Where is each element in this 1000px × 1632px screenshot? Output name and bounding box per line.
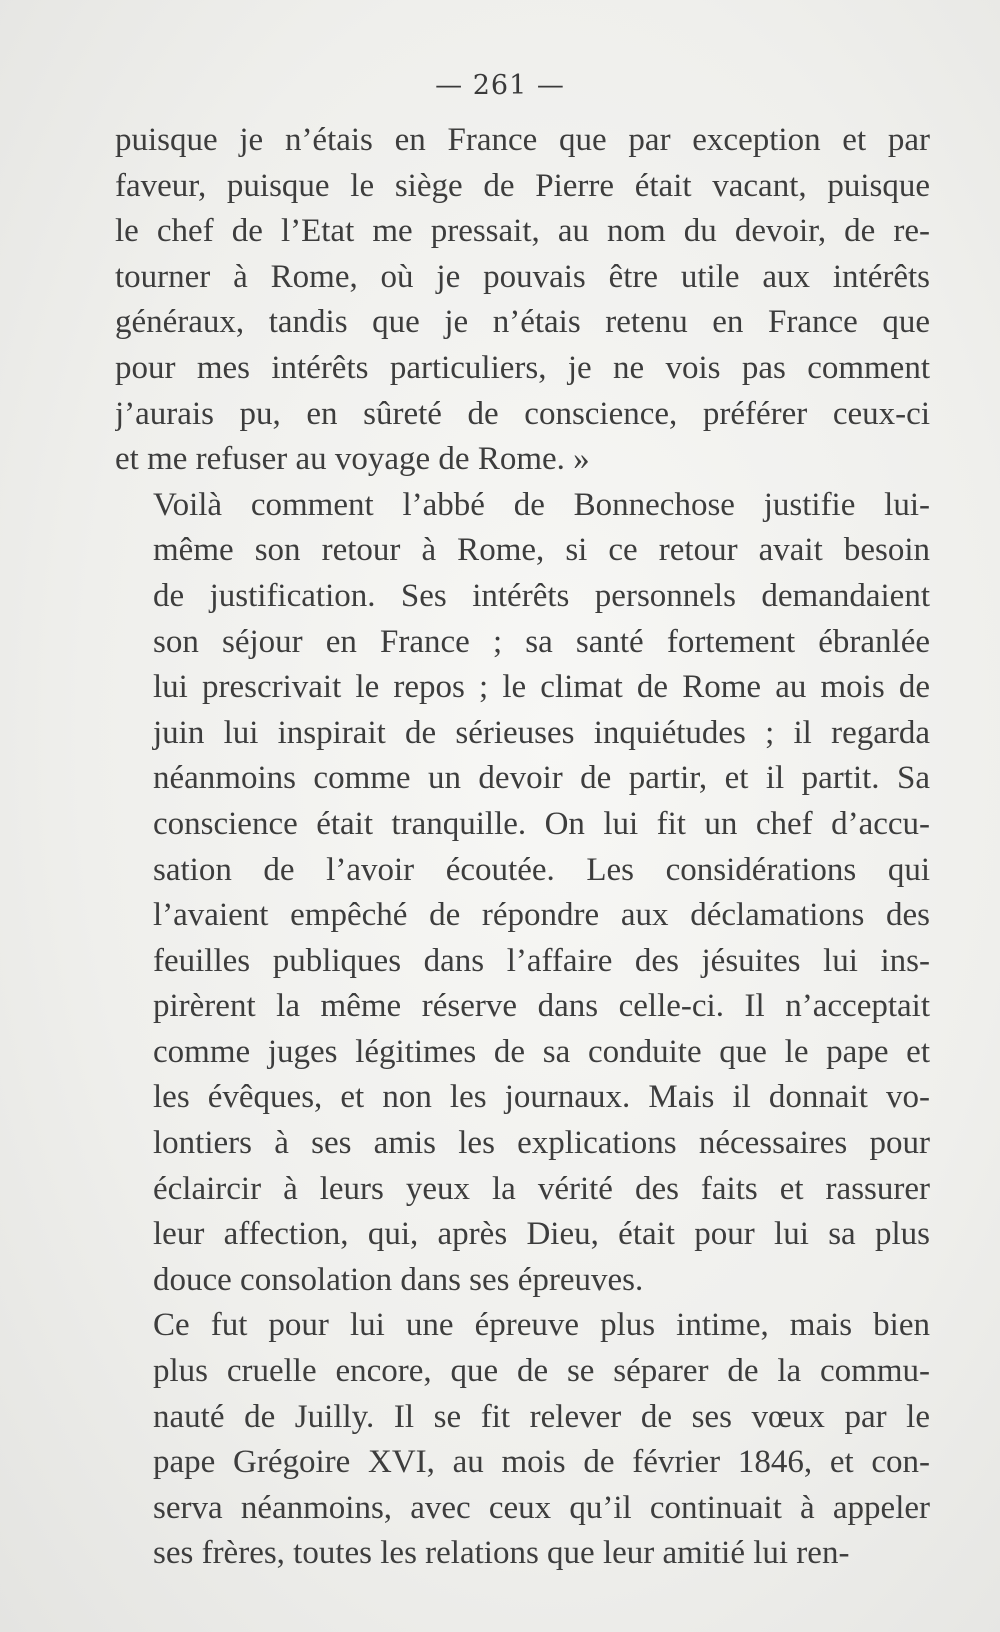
text-line: même son retour à Rome, si ce retour avait besoin — [153, 532, 930, 569]
body-text — [115, 118, 930, 1577]
text-line: ses frères, toutes les relations que leur amitié lui ren- — [153, 1535, 850, 1572]
text-line: pour mes intérêts particuliers, je ne vois pas comment — [115, 349, 930, 386]
text-line: plus cruelle encore, que de se séparer de la commu- — [153, 1353, 930, 1390]
page-number: — 261 — — [435, 70, 565, 101]
text-line: tourner à Rome, où je pouvais être utile aux intérêts — [115, 258, 930, 295]
text-line: pirèrent la même réserve dans celle-ci. Il n’acceptait — [153, 988, 930, 1025]
text-line: comme juges légitimes de sa conduite que le pape et — [153, 1033, 930, 1070]
text-line: serva néanmoins, avec ceux qu’il continuait à appeler — [153, 1489, 930, 1526]
text-line: éclaircir à leurs yeux la vérité des faits et rassurer — [153, 1170, 930, 1207]
paragraph — [115, 118, 930, 483]
text-line: son séjour en France ; sa santé fortement ébranlée — [153, 623, 930, 660]
text-line: juin lui inspirait de sérieuses inquiétudes ; il regarda — [153, 714, 930, 751]
text-line: puisque je n’étais en France que par exception et par — [115, 122, 930, 158]
text-line: Voilà comment l’abbé de Bonnechose justifie lui- — [153, 486, 930, 523]
text-line: sation de l’avoir écoutée. Les considérations qui — [153, 851, 930, 888]
text-line: faveur, puisque le siège de Pierre était vacant, puisque — [115, 167, 930, 204]
text-line: l’avaient empêché de répondre aux déclamations des — [153, 897, 930, 934]
text-line: feuilles publiques dans l’affaire des jésuites lui ins- — [153, 942, 930, 979]
paragraph — [115, 483, 930, 1304]
text-line: leur affection, qui, après Dieu, était pour lui sa plus — [153, 1216, 930, 1253]
text-line: j’aurais pu, en sûreté de conscience, préférer ceux-ci — [115, 395, 930, 432]
text-line: les évêques, et non les journaux. Mais il donnait vo- — [153, 1079, 930, 1116]
text-line: Ce fut pour lui une épreuve plus intime, mais bien — [153, 1307, 930, 1344]
paragraph — [115, 1303, 930, 1577]
text-line: lontiers à ses amis les explications nécessaires pour — [153, 1125, 930, 1162]
text-line: conscience était tranquille. On lui fit un chef d’accu- — [153, 805, 930, 842]
text-line: néanmoins comme un devoir de partir, et il partit. Sa — [153, 760, 930, 797]
text-line: lui prescrivait le repos ; le climat de Rome au mois de — [153, 669, 930, 706]
text-line: de justification. Ses intérêts personnels demandaient — [153, 577, 930, 614]
text-line: douce consolation dans ses épreuves. — [153, 1261, 644, 1298]
text-line: et me refuser au voyage de Rome. » — [115, 441, 590, 478]
text-line: pape Grégoire XVI, au mois de février 1846, et con- — [153, 1444, 930, 1481]
text-line: généraux, tandis que je n’étais retenu en France que — [115, 304, 930, 341]
text-line: le chef de l’Etat me pressait, au nom du devoir, de re- — [115, 213, 930, 250]
text-line: nauté de Juilly. Il se fit relever de ses vœux par le — [153, 1398, 930, 1435]
